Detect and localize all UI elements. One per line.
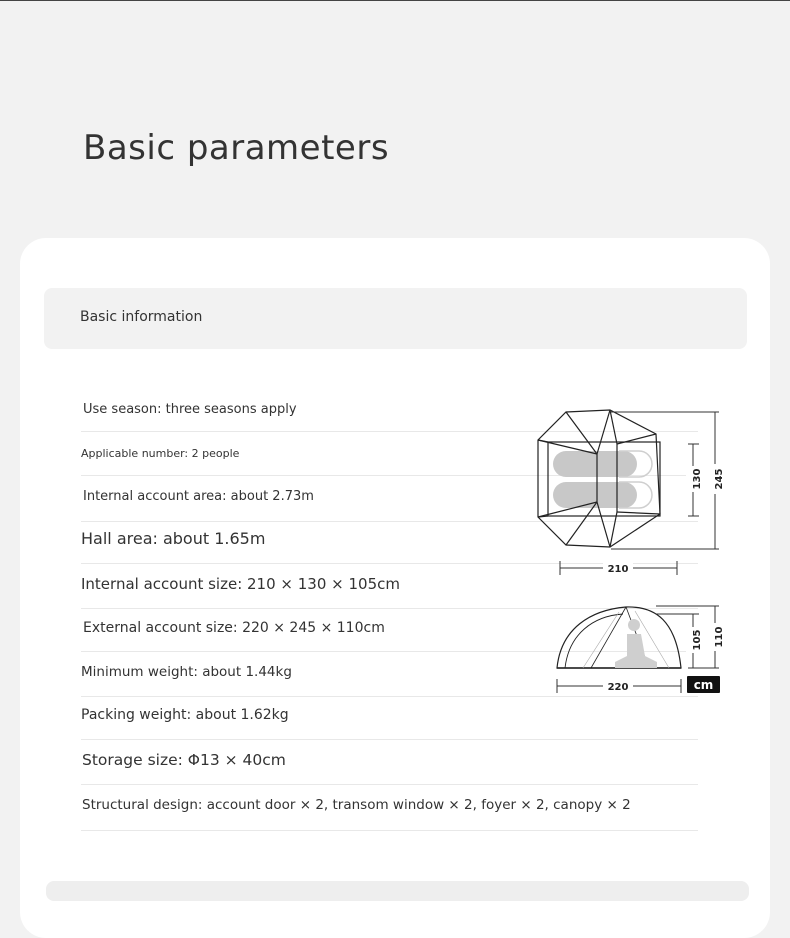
top-divider [0,0,790,1]
next-section-card [46,881,749,901]
tent-side-view [557,607,681,668]
section-header-label: Basic information [80,309,203,325]
param-text: External account size: 220 × 245 × 110cm [83,620,385,636]
param-row [81,784,698,831]
dim-outer-depth: 245 [714,468,725,490]
tent-top-view [538,410,660,547]
param-text: Use season: three seasons apply [83,402,297,417]
param-text: Storage size: Φ13 × 40cm [82,751,286,769]
param-text: Minimum weight: about 1.44kg [81,664,292,680]
page-title: Basic parameters [83,128,390,168]
dim-outer-height: 110 [714,626,725,648]
param-text: Applicable number: 2 people [81,447,240,460]
unit-badge-label: cm [693,678,714,692]
param-row [81,739,698,785]
param-text: Hall area: about 1.65m [81,529,266,548]
seated-person-icon [615,619,657,668]
parameters-card [20,238,770,938]
dim-top-width: 210 [607,564,629,575]
param-text: Internal account size: 210 × 130 × 105cm [81,575,400,593]
param-text: Structural design: account door × 2, transom window × 2, foyer × 2, canopy × 2 [82,797,631,813]
dim-inner-height: 105 [692,629,703,651]
param-text: Internal account area: about 2.73m [83,489,314,504]
section-header [44,288,747,349]
tent-dimension-diagram [531,406,726,696]
dim-inner-depth: 130 [692,468,703,490]
param-row [81,696,698,740]
param-text: Packing weight: about 1.62kg [81,707,289,723]
dim-side-width: 220 [607,682,629,693]
